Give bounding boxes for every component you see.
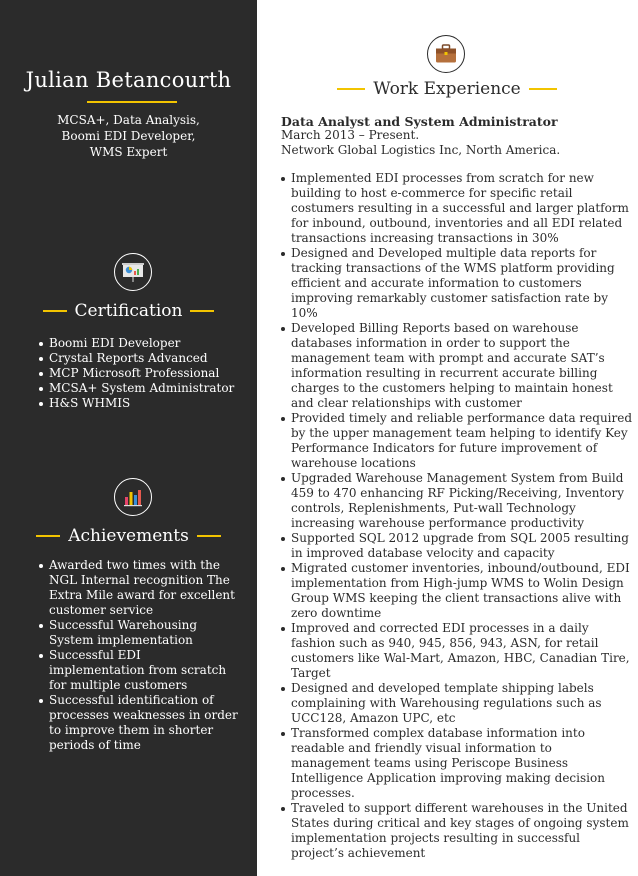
main-content [257,0,638,876]
work-list [281,171,633,861]
list-item: Implemented EDI processes from scratch for new building to host e-commerce for specific retail costumers resulting in a successful and larger platform for inbound, outbound, inventories and all EDI related transactions increasing transactions in 30% [281,171,633,246]
bar-chart-icon [114,478,152,516]
list-item: Migrated customer inventories, inbound/outbound, EDI implementation from High-jump WMS to Wolin Design Group WMS keeping the client transactions alive with zero downtime [281,561,633,621]
heading-rule [337,88,365,90]
presentation-chart-icon [114,253,152,291]
profile-subtitle [0,112,257,160]
subtitle-line: WMS Expert [89,145,168,159]
certification-list [39,336,249,411]
list-item: Transformed complex database information into readable and friendly visual information to management teams using Periscope Business Intelligence Application improving making decision processes. [281,726,633,801]
list-item: Boomi EDI Developer [39,336,249,351]
list-item: H&S WHMIS [39,396,249,411]
list-item: Developed Billing Reports based on warehouse databases information in order to support the management team with prompt and accurate SAT’s information resulting in recurrent accurate billing charges to the customers helping to maintain honest and clear relationships with customer [281,321,633,411]
heading-rule [529,88,557,90]
list-item: Supported SQL 2012 upgrade from SQL 2005 resulting in improved database velocity and capacity [281,531,633,561]
job-dates: March 2013 – Present. [281,128,420,142]
list-item: MCP Microsoft Professional [39,366,249,381]
job-company: Network Global Logistics Inc, North America. [281,143,561,157]
work-title: Work Experience [373,79,521,99]
certification-title: Certification [74,301,183,321]
achievements-heading [0,526,257,546]
job-meta [281,128,560,158]
name-underline [87,101,177,103]
heading-rule [190,310,214,312]
list-item: Successful identification of processes weaknesses in order to improve them in shorter periods of time [39,693,239,753]
list-item: Improved and corrected EDI processes in a daily fashion such as 940, 945, 856, 943, ASN, for retail customers like Wal-Mart, Amazon, HBC, Canadian Tire, Target [281,621,633,681]
list-item: MCSA+ System Administrator [39,381,249,396]
sidebar [0,0,257,876]
list-item: Upgraded Warehouse Management System from Build 459 to 470 enhancing RF Picking/Receiving, Inventory controls, Replenishments, Put-wall Technology increasing warehouse performance productivity [281,471,633,531]
list-item: Crystal Reports Advanced [39,351,249,366]
list-item: Successful Warehousing System implementation [39,618,239,648]
briefcase-icon [427,35,465,73]
achievements-list [39,558,239,753]
subtitle-line: MCSA+, Data Analysis, [57,113,200,127]
achievements-title: Achievements [68,526,189,546]
heading-rule [197,535,221,537]
certification-heading [0,301,257,321]
list-item: Successful EDI implementation from scratch for multiple customers [39,648,239,693]
profile-name: Julian Betancourth [25,68,232,92]
subtitle-line: Boomi EDI Developer, [61,129,196,143]
heading-rule [43,310,67,312]
list-item: Designed and developed template shipping labels complaining with Warehousing regulations such as UCC128, Amazon UPC, etc [281,681,633,726]
heading-rule [36,535,60,537]
work-heading [337,79,557,99]
list-item: Designed and Developed multiple data reports for tracking transactions of the WMS platform providing efficient and accurate information to customers improving remarkably customer satisfaction rate by 10% [281,246,633,321]
list-item: Provided timely and reliable performance data required by the upper management team helping to identify Key Performance Indicators for future improvement of warehouse locations [281,411,633,471]
list-item: Awarded two times with the NGL Internal recognition The Extra Mile award for excellent customer service [39,558,239,618]
list-item: Traveled to support different warehouses in the United States during critical and key stages of ongoing system implementation projects resulting in successful project’s achievement [281,801,633,861]
job-title: Data Analyst and System Administrator [281,114,558,129]
